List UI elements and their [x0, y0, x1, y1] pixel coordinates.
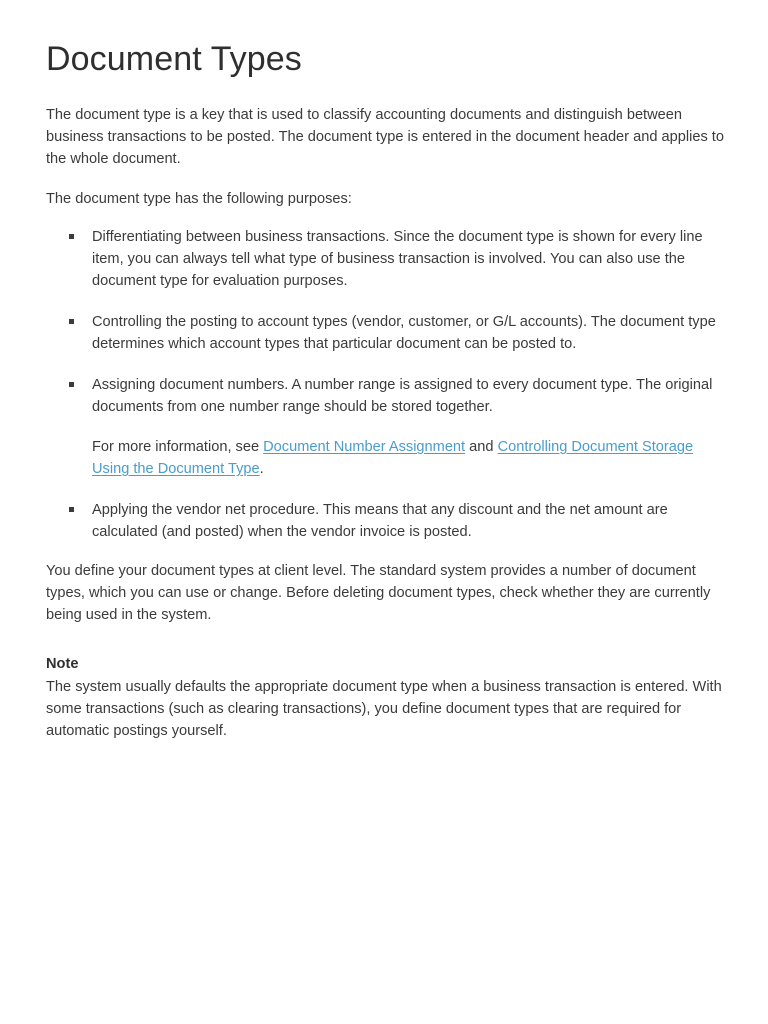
- list-item-text: Applying the vendor net procedure. This means that any discount and the net amount are calculated (and posted) when the vendor invoice is posted.: [92, 502, 668, 540]
- square-bullet-icon: [69, 507, 74, 512]
- link-controlling-document-storage[interactable]: Controlling Document Storage Using the Document Type: [92, 439, 694, 477]
- list-item: [46, 226, 724, 292]
- page-title: Document Types: [46, 40, 302, 78]
- square-bullet-icon: [69, 234, 74, 239]
- document-content: [46, 38, 724, 742]
- cross-reference-paragraph: [92, 436, 724, 480]
- list-item-text: Assigning document numbers. A number range is assigned to every document type. The original documents from one number range should be stored together.: [92, 377, 713, 415]
- purposes-list: [46, 226, 724, 543]
- closing-paragraph: You define your document types at client level. The standard system provides a number of document types, which you can use or change. Before deleting document types, check whether they are currently being used in the system.: [46, 563, 711, 623]
- cross-reference-trailing: .: [259, 461, 264, 477]
- note-heading: Note: [46, 656, 79, 672]
- cross-reference-lead: For more information, see: [92, 439, 264, 455]
- square-bullet-icon: [69, 319, 74, 324]
- list-item: [46, 374, 724, 480]
- note-spacer: [46, 644, 724, 654]
- list-item-text: Differentiating between business transactions. Since the document type is shown for every line item, you can always tell what type of business transaction is involved. You can also use the document type for evaluation purposes.: [92, 229, 703, 289]
- note-body-text: The system usually defaults the appropriate document type when a business transaction is entered. With some transactions (such as clearing transactions), you define document types that are required for automatic postings yourself.: [46, 679, 722, 739]
- intro-paragraph: The document type is a key that is used to classify accounting documents and distinguish between business transactions to be posted. The document type is entered in the document header and applies to the whole document.: [46, 107, 724, 167]
- note-block: [46, 654, 724, 742]
- list-item: [46, 499, 724, 543]
- list-item: [46, 311, 724, 355]
- list-item-text: Controlling the posting to account types (vendor, customer, or G/L accounts). The document type determines which account types that particular document can be posted to.: [92, 314, 716, 352]
- link-document-number-assignment[interactable]: Document Number Assignment: [263, 439, 466, 455]
- cross-reference-conjunction: and: [465, 439, 498, 455]
- purposes-lead-paragraph: The document type has the following purposes:: [46, 191, 352, 207]
- square-bullet-icon: [69, 382, 74, 387]
